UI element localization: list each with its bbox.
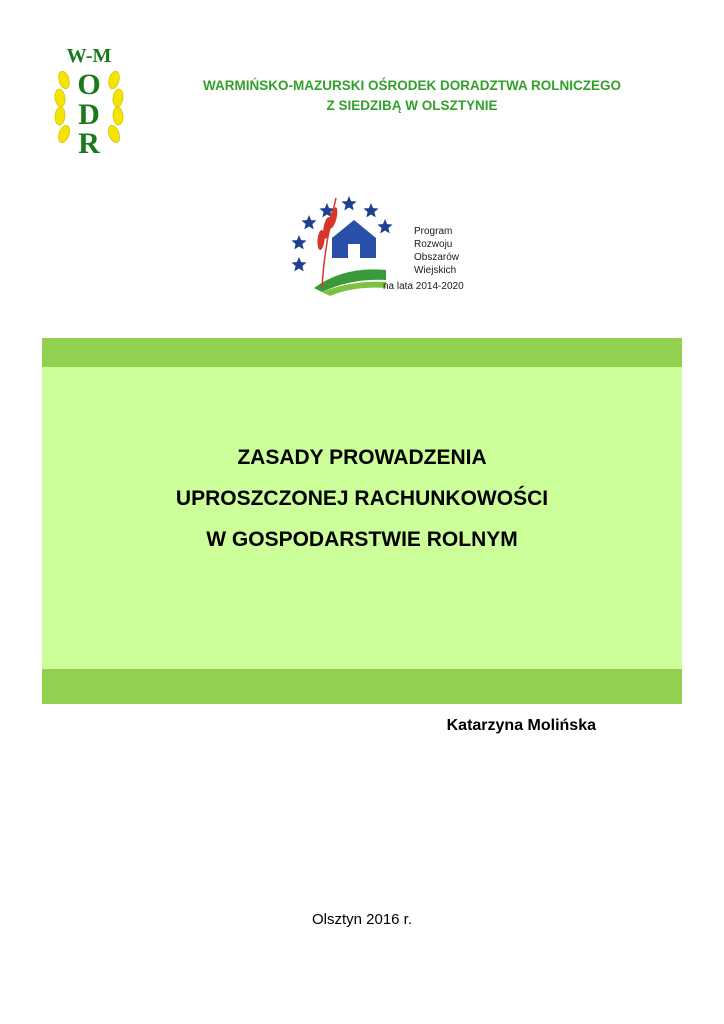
prow-logo-period: na lata 2014-2020 <box>383 281 464 292</box>
prow-logo-word-program: Program <box>414 226 453 237</box>
organization-name-line1: WARMIŃSKO-MAZURSKI OŚRODEK DORADZTWA ROLNICZEGO <box>203 78 621 93</box>
wmodr-logo-top-text: W-M <box>66 45 112 67</box>
prow-logo-word-wiejskich: Wiejskich <box>414 265 457 276</box>
place-date: Olsztyn 2016 r. <box>311 911 413 928</box>
title-band-bottom <box>42 669 682 704</box>
organization-name-line2: Z SIEDZIBĄ W OLSZTYNIE <box>326 98 498 113</box>
document-title <box>42 437 682 560</box>
title-line2: UPROSZCZONEJ RACHUNKOWOŚCI <box>175 487 549 510</box>
prow-logo <box>282 188 472 300</box>
wmodr-logo-letter-r: R <box>78 127 100 156</box>
author: Katarzyna Molińska <box>446 717 596 734</box>
organization-header <box>150 76 674 116</box>
title-band-top <box>42 338 682 367</box>
wmodr-logo <box>50 44 128 156</box>
prow-logo-word-obszarow: Obszarów <box>414 252 460 263</box>
wmodr-logo-letter-d: D <box>78 98 100 131</box>
title-line1: ZASADY PROWADZENIA <box>237 446 487 469</box>
wmodr-logo-letter-o: O <box>77 68 101 101</box>
title-line3: W GOSPODARSTWIE ROLNYM <box>206 528 518 551</box>
prow-logo-word-rozwoju: Rozwoju <box>414 239 453 250</box>
title-box <box>42 367 682 669</box>
